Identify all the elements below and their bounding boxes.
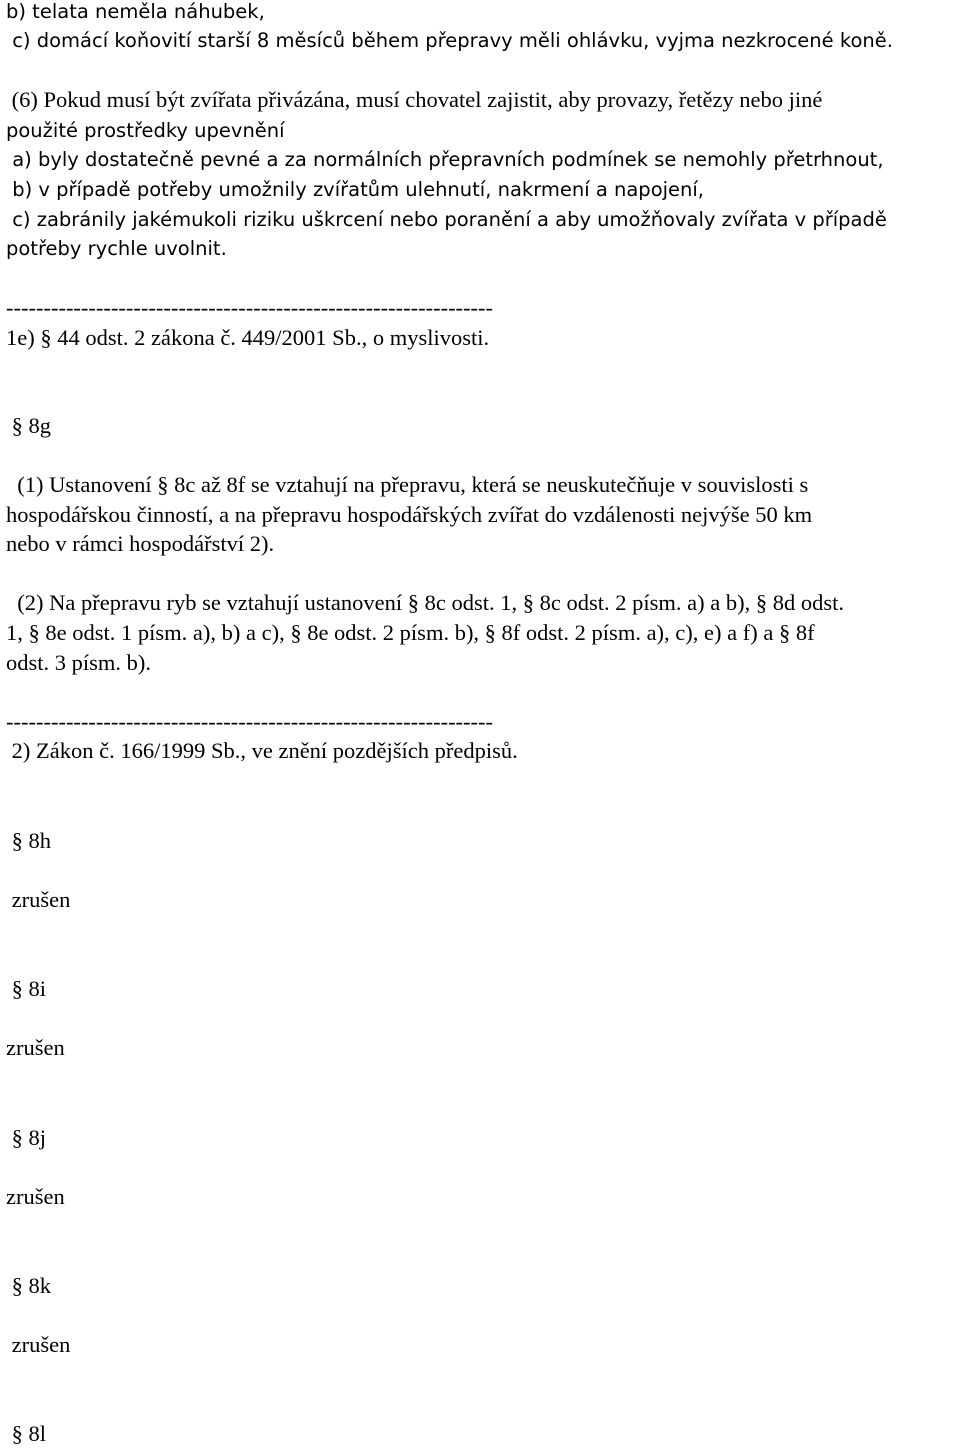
text-line: hospodářskou činností, a na přepravu hospodářských zvířat do vzdálenosti nejvýše 50 km — [6, 502, 813, 527]
text-line: b) telata neměla náhubek, — [6, 0, 265, 23]
divider-line: ----------------------------------------------------------------- — [6, 295, 494, 320]
divider-line: ----------------------------------------------------------------- — [6, 709, 494, 734]
section-heading: § 8g — [6, 413, 51, 438]
section-status: zrušen — [6, 887, 71, 912]
text-line: odst. 3 písm. b). — [6, 650, 152, 675]
text-line: (2) Na přepravu ryb se vztahují ustanovení § 8c odst. 1, § 8c odst. 2 písm. a) a b), § 8d odst. — [6, 590, 844, 615]
section-heading: § 8k — [6, 1273, 51, 1298]
text-line: c) zabránily jakémukoli riziku uškrcení nebo poranění a aby umožňovaly zvířata v případě — [6, 208, 887, 231]
section-status: zrušen — [6, 1035, 65, 1060]
section-status: zrušen — [6, 1332, 71, 1357]
text-line: použité prostředky upevnění — [6, 119, 285, 142]
section-heading: § 8h — [6, 828, 51, 853]
text-line: (1) Ustanovení § 8c až 8f se vztahují na přepravu, která se neuskutečňuje v souvislosti s — [6, 472, 809, 497]
footnote-text: 2) Zákon č. 166/1999 Sb., ve znění pozdějších předpisů. — [6, 738, 518, 763]
section-status: zrušen — [6, 1184, 65, 1209]
text-line: c) domácí koňovití starší 8 měsíců během přepravy měli ohlávku, vyjma nezkrocené koně. — [6, 29, 893, 52]
footnote-text: 1e) § 44 odst. 2 zákona č. 449/2001 Sb., o myslivosti. — [6, 325, 490, 350]
text-line: b) v případě potřeby umožnily zvířatům ulehnutí, nakrmení a napojení, — [6, 178, 705, 201]
text-line: 1, § 8e odst. 1 písm. a), b) a c), § 8e odst. 2 písm. b), § 8f odst. 2 písm. a), c), e) a f) a § 8f — [6, 620, 815, 645]
section-heading: § 8i — [6, 976, 47, 1001]
text-line: potřeby rychle uvolnit. — [6, 237, 227, 260]
section-heading: § 8l — [6, 1421, 47, 1446]
section-heading: § 8j — [6, 1125, 47, 1150]
text-line: nebo v rámci hospodářství 2). — [6, 531, 275, 556]
text-line: a) byly dostatečně pevné a za normálních přepravních podmínek se nemohly přetrhnout, — [6, 148, 884, 171]
text-line: (6) Pokud musí být zvířata přivázána, musí chovatel zajistit, aby provazy, řetězy nebo jiné — [6, 87, 823, 112]
